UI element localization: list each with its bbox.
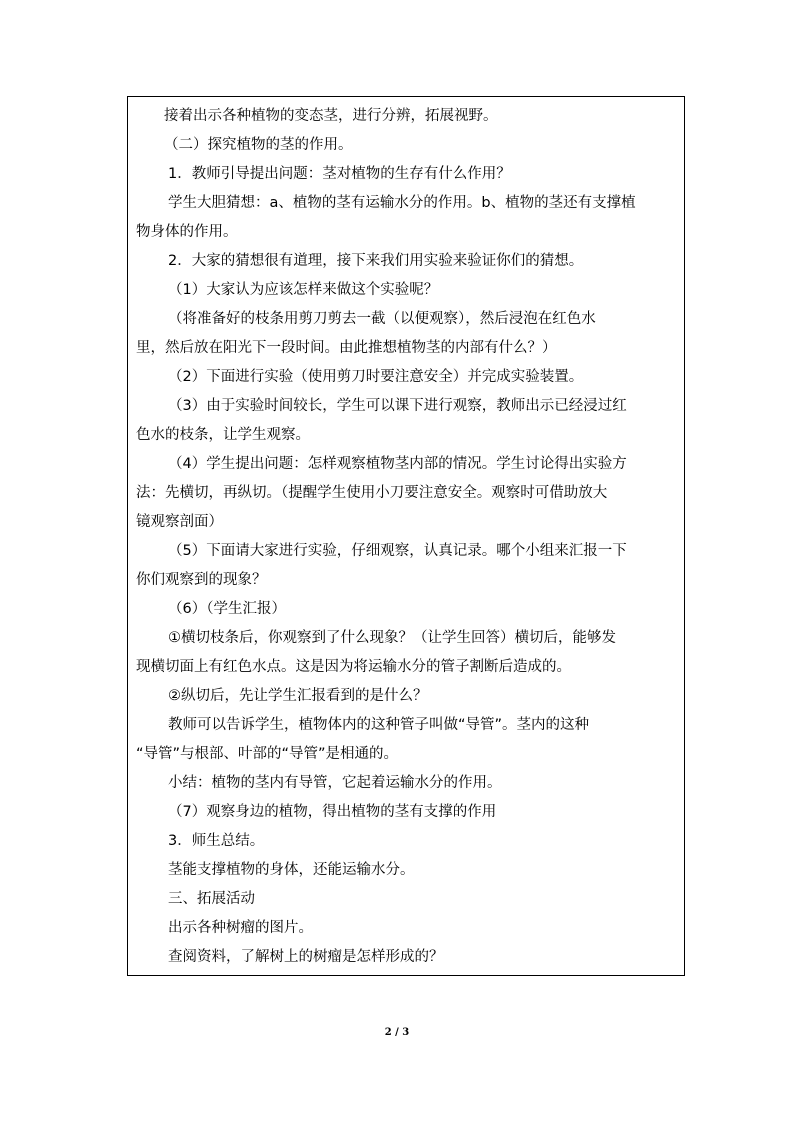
text-line: （7）观察身边的植物，得出植物的茎有支撑的作用 <box>168 804 497 820</box>
text-line: 你们观察到的现象？ <box>136 572 267 588</box>
text-line: 3．师生总结。 <box>168 833 265 849</box>
text-line: 三、拓展活动 <box>168 891 255 907</box>
text-line: 查阅资料，了解树上的树瘤是怎样形成的？ <box>168 949 444 965</box>
text-line: ①横切枝条后，你观察到了什么现象？（让学生回答）横切后，能够发 <box>168 630 616 646</box>
text-line: “导管”与根部、叶部的“导管”是相通的。 <box>136 746 399 762</box>
text-line: 学生大胆猜想：a、植物的茎有运输水分的作用。b、植物的茎还有支撑植 <box>168 195 636 211</box>
text-line: （5）下面请大家进行实验，仔细观察，认真记录。哪个小组来汇报一下 <box>168 543 627 559</box>
text-line: 茎能支撑植物的身体，还能运输水分。 <box>168 862 415 878</box>
text-line: （6）（学生汇报） <box>168 601 286 617</box>
text-line: 教师可以告诉学生，植物体内的这种管子叫做“导管”。茎内的这种 <box>168 717 590 733</box>
text-line: 色水的枝条，让学生观察。 <box>136 427 310 443</box>
text-line: 镜观察剖面） <box>136 514 223 530</box>
page-number: 2 / 3 <box>384 1027 410 1038</box>
text-line: （1）大家认为应该怎样来做这个实验呢？ <box>168 282 439 298</box>
content-table-cell <box>127 96 685 976</box>
text-line: （二）探究植物的茎的作用。 <box>164 137 353 153</box>
text-line: （将准备好的枝条用剪刀剪去一截（以便观察），然后浸泡在红色水 <box>168 311 596 327</box>
text-line: 里，然后放在阳光下一段时间。由此推想植物茎的内部有什么？） <box>136 340 557 356</box>
text-line: 2．大家的猜想很有道理，接下来我们用实验来验证你们的猜想。 <box>168 253 584 269</box>
text-line: 1．教师引导提出问题：茎对植物的生存有什么作用？ <box>168 166 511 182</box>
text-line: ②纵切后，先让学生汇报看到的是什么？ <box>168 688 428 704</box>
text-line: 法：先横切，再纵切。（提醒学生使用小刀要注意安全。观察时可借助放大 <box>136 485 608 501</box>
text-line: （3）由于实验时间较长，学生可以课下进行观察，教师出示已经浸过红 <box>168 398 627 414</box>
text-line: （4）学生提出问题：怎样观察植物茎内部的情况。学生讨论得出实验方 <box>168 456 627 472</box>
text-line: （2）下面进行实验（使用剪刀时要注意安全）并完成实验装置。 <box>168 369 584 385</box>
text-line: 小结：植物的茎内有导管，它起着运输水分的作用。 <box>168 775 502 791</box>
text-line: 接着出示各种植物的变态茎，进行分辨，拓展视野。 <box>164 108 498 124</box>
text-line: 出示各种树瘤的图片。 <box>168 920 313 936</box>
lesson-body-text <box>128 102 686 972</box>
text-line: 现横切面上有红色水点。这是因为将运输水分的管子割断后造成的。 <box>136 659 571 675</box>
text-line: 物身体的作用。 <box>136 224 238 240</box>
